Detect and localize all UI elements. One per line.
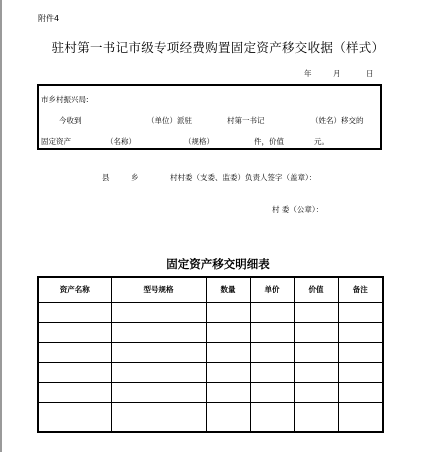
signature-village-rep: 村村委（支委、监委）负责人签字（盖章）：	[170, 173, 317, 182]
table-cell[interactable]	[38, 362, 111, 382]
table-row	[38, 302, 383, 322]
table-cell[interactable]	[206, 302, 250, 322]
receipt-received-text: 今收到	[59, 116, 82, 125]
receipt-quantity-value-text: 件，价值	[254, 137, 284, 146]
table-cell[interactable]	[338, 342, 383, 362]
table-cell[interactable]	[294, 302, 338, 322]
table-cell[interactable]	[111, 342, 206, 362]
detail-table	[37, 276, 384, 433]
table-cell[interactable]	[38, 402, 111, 432]
document-title: 驻村第一书记市级专项经费购置固定资产移交收据（样式）	[51, 40, 385, 55]
table-cell[interactable]	[294, 342, 338, 362]
table-cell[interactable]	[294, 322, 338, 342]
table-cell[interactable]	[38, 382, 111, 402]
table-cell[interactable]	[111, 402, 206, 432]
table-row	[38, 362, 383, 382]
receipt-name-text: （姓名）移交的	[311, 116, 364, 125]
receipt-secretary-text: 村第一书记	[227, 116, 265, 125]
detail-table-title: 固定资产移交明细表	[166, 257, 270, 271]
table-cell[interactable]	[338, 402, 383, 432]
table-cell[interactable]	[250, 342, 294, 362]
table-cell[interactable]	[206, 362, 250, 382]
table-cell[interactable]	[338, 322, 383, 342]
date-day: 日	[366, 69, 374, 78]
table-cell[interactable]	[294, 402, 338, 432]
receipt-spec-text: （规格）	[184, 137, 214, 146]
receipt-unit-text: （单位）派驻	[147, 116, 192, 125]
header-asset-name: 资产名称	[38, 277, 111, 302]
table-cell[interactable]	[38, 302, 111, 322]
table-cell[interactable]	[294, 362, 338, 382]
table-cell[interactable]	[338, 362, 383, 382]
receipt-addressee: 市乡村振兴局:	[41, 95, 89, 104]
attachment-label: 附件4	[38, 14, 60, 23]
receipt-asset-name-text: （名称）	[106, 137, 136, 146]
signature-county: 县	[102, 173, 110, 182]
receipt-asset-text: 固定资产	[41, 137, 71, 146]
table-cell[interactable]	[250, 402, 294, 432]
table-row	[38, 382, 383, 402]
table-cell[interactable]	[206, 342, 250, 362]
date-year: 年	[304, 69, 312, 78]
header-value: 价值	[294, 277, 338, 302]
table-cell[interactable]	[206, 382, 250, 402]
table-cell[interactable]	[111, 362, 206, 382]
table-cell[interactable]	[206, 322, 250, 342]
receipt-box	[37, 84, 382, 150]
header-quantity: 数量	[206, 277, 250, 302]
detail-table-header-row	[38, 277, 383, 302]
signature-village-seal: 村 委（公章）：	[272, 205, 324, 214]
table-cell[interactable]	[111, 382, 206, 402]
table-cell[interactable]	[250, 362, 294, 382]
table-cell[interactable]	[250, 322, 294, 342]
table-cell[interactable]	[38, 342, 111, 362]
table-cell[interactable]	[338, 302, 383, 322]
table-cell[interactable]	[338, 382, 383, 402]
table-cell[interactable]	[250, 382, 294, 402]
table-row	[38, 402, 383, 432]
header-unit-price: 单价	[250, 277, 294, 302]
table-cell[interactable]	[111, 322, 206, 342]
receipt-yuan-text: 元。	[314, 137, 329, 146]
table-row	[38, 342, 383, 362]
header-model-spec: 型号规格	[111, 277, 206, 302]
date-month: 月	[333, 69, 341, 78]
table-cell[interactable]	[38, 322, 111, 342]
page-edge-bar	[0, 0, 2, 452]
header-remarks: 备注	[338, 277, 383, 302]
table-cell[interactable]	[206, 402, 250, 432]
table-cell[interactable]	[250, 302, 294, 322]
signature-township: 乡	[131, 173, 139, 182]
table-cell[interactable]	[111, 302, 206, 322]
table-cell[interactable]	[294, 382, 338, 402]
table-row	[38, 322, 383, 342]
